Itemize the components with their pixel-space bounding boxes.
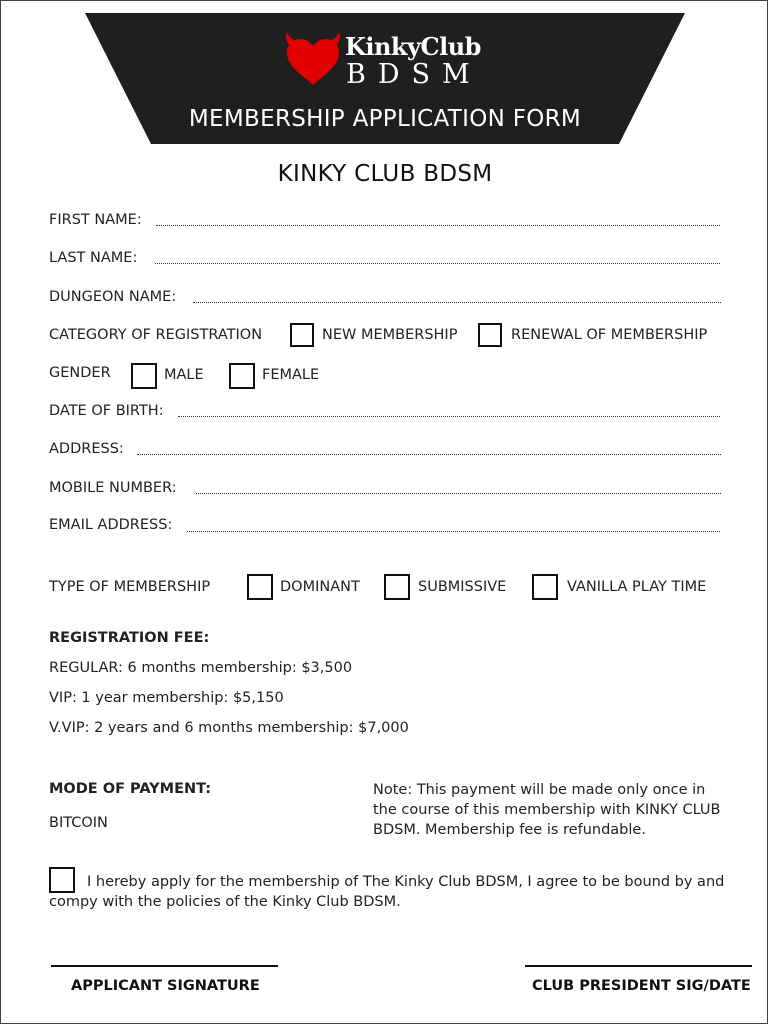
female-label: FEMALE	[262, 367, 320, 383]
applicant-signature-line[interactable]	[51, 965, 278, 967]
president-signature-line[interactable]	[525, 965, 752, 967]
vanilla-play-time-checkbox[interactable]	[532, 574, 558, 600]
address-field[interactable]	[137, 454, 721, 455]
last-name-field[interactable]	[155, 263, 720, 264]
email-address-field[interactable]	[187, 531, 720, 532]
new-membership-checkbox[interactable]	[290, 323, 314, 347]
email-address-label: EMAIL ADDRESS:	[49, 517, 173, 533]
male-checkbox[interactable]	[131, 363, 157, 389]
club-name-heading: KINKY CLUB BDSM	[277, 161, 493, 187]
date-of-birth-label: DATE OF BIRTH:	[49, 403, 164, 419]
mobile-number-label: MOBILE NUMBER:	[49, 480, 177, 496]
dungeon-name-label: DUNGEON NAME:	[49, 289, 177, 305]
payment-note: Note: This payment will be made only once in the course of this membership with KINKY CLUB BDSM. Membership fee is refundable.	[373, 782, 721, 838]
renewal-membership-label: RENEWAL OF MEMBERSHIP	[511, 327, 708, 343]
first-name-field[interactable]	[156, 225, 720, 226]
devil-heart-logo-icon	[283, 31, 343, 89]
membership-type-label: TYPE OF MEMBERSHIP	[49, 579, 211, 595]
last-name-label: LAST NAME:	[49, 250, 138, 266]
dungeon-name-field[interactable]	[193, 302, 721, 303]
logo-text-bdsm: BDSM	[346, 59, 482, 90]
submissive-checkbox[interactable]	[384, 574, 410, 600]
logo-text-kinkyclub: KinkyClub	[345, 32, 481, 61]
payment-method: BITCOIN	[49, 815, 108, 831]
payment-mode-heading: MODE OF PAYMENT:	[49, 781, 212, 797]
first-name-label: FIRST NAME:	[49, 212, 142, 228]
fee-vvip: V.VIP: 2 years and 6 months membership: $7,000	[49, 720, 409, 736]
vanilla-play-time-label: VANILLA PLAY TIME	[567, 579, 707, 595]
new-membership-label: NEW MEMBERSHIP	[322, 327, 458, 343]
category-label: CATEGORY OF REGISTRATION	[49, 327, 263, 343]
registration-fee-heading: REGISTRATION FEE:	[49, 630, 210, 646]
male-label: MALE	[164, 367, 204, 383]
date-of-birth-field[interactable]	[178, 416, 720, 417]
fee-vip: VIP: 1 year membership: $5,150	[49, 690, 284, 706]
submissive-label: SUBMISSIVE	[418, 579, 507, 595]
applicant-signature-label: APPLICANT SIGNATURE	[71, 978, 260, 994]
female-checkbox[interactable]	[229, 363, 255, 389]
form-title: MEMBERSHIP APPLICATION FORM	[188, 106, 582, 132]
gender-label: GENDER	[49, 365, 111, 381]
dominant-label: DOMINANT	[280, 579, 360, 595]
renewal-membership-checkbox[interactable]	[478, 323, 502, 347]
address-label: ADDRESS:	[49, 441, 124, 457]
president-signature-label: CLUB PRESIDENT SIG/DATE	[532, 978, 751, 994]
mobile-number-field[interactable]	[196, 493, 721, 494]
fee-regular: REGULAR: 6 months membership: $3,500	[49, 660, 353, 676]
dominant-checkbox[interactable]	[247, 574, 273, 600]
declaration-text: I hereby apply for the membership of The Kinky Club BDSM, I agree to be bound by and compy with the policies of the Kinky Club BDSM.	[49, 874, 725, 910]
